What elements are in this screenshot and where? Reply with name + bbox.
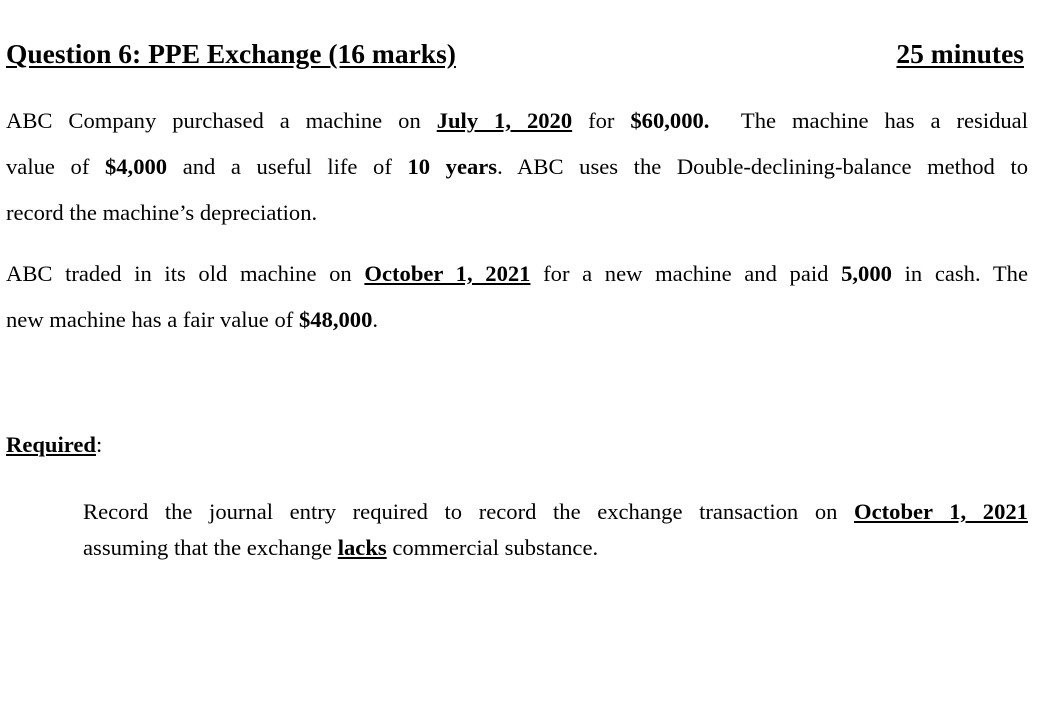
scenario-paragraph-purchase [6, 98, 1028, 236]
text-run: . [372, 307, 379, 332]
required-colon: : [95, 432, 103, 457]
cash-paid: 5,000 [841, 261, 892, 286]
lacks-emphasis: lacks [337, 535, 387, 560]
text-run: in cash. The [891, 261, 1028, 286]
purchase-cost: $60,000. [630, 108, 710, 133]
trade-in-date: October 1, 2021 [364, 261, 531, 286]
text-run: for [572, 108, 631, 133]
required-label: Required [6, 432, 96, 457]
required-instruction [83, 494, 1028, 566]
instruction-line [83, 494, 1028, 530]
time-allowance: 25 minutes [896, 38, 1024, 69]
question-title: Question 6: PPE Exchange (16 marks) [6, 38, 456, 69]
text-run: Record the journal entry required to record the exchange transaction on [83, 499, 855, 524]
text-run: for a new machine and paid [530, 261, 842, 286]
question-header [6, 38, 1024, 78]
paragraph-line [6, 190, 1028, 236]
text-run: new machine has a fair value of [6, 307, 299, 332]
purchase-date: July 1, 2020 [436, 108, 573, 133]
residual-value: $4,000 [104, 154, 168, 179]
paragraph-line [6, 144, 1028, 190]
text-run: record the machine’s depreciation. [6, 200, 318, 225]
paragraph-line [6, 98, 1028, 144]
paragraph-line [6, 297, 1028, 343]
required-heading [6, 430, 102, 460]
useful-life: 10 years [407, 154, 498, 179]
text-run: ABC Company purchased a machine on [6, 108, 437, 133]
text-run: The machine has a residual [709, 108, 1028, 133]
text-run: and a useful life of [167, 154, 408, 179]
text-run: . ABC uses the Double-declining-balance method to [497, 154, 1029, 179]
fair-value: $48,000 [298, 307, 373, 332]
exchange-date: October 1, 2021 [854, 499, 1028, 524]
text-run: ABC traded in its old machine on [6, 261, 365, 286]
text-run: commercial substance. [386, 535, 599, 560]
scenario-paragraph-exchange [6, 251, 1028, 343]
paragraph-line [6, 251, 1028, 297]
text-run: value of [6, 154, 105, 179]
instruction-line [83, 530, 1028, 566]
text-run: assuming that the exchange [83, 535, 338, 560]
